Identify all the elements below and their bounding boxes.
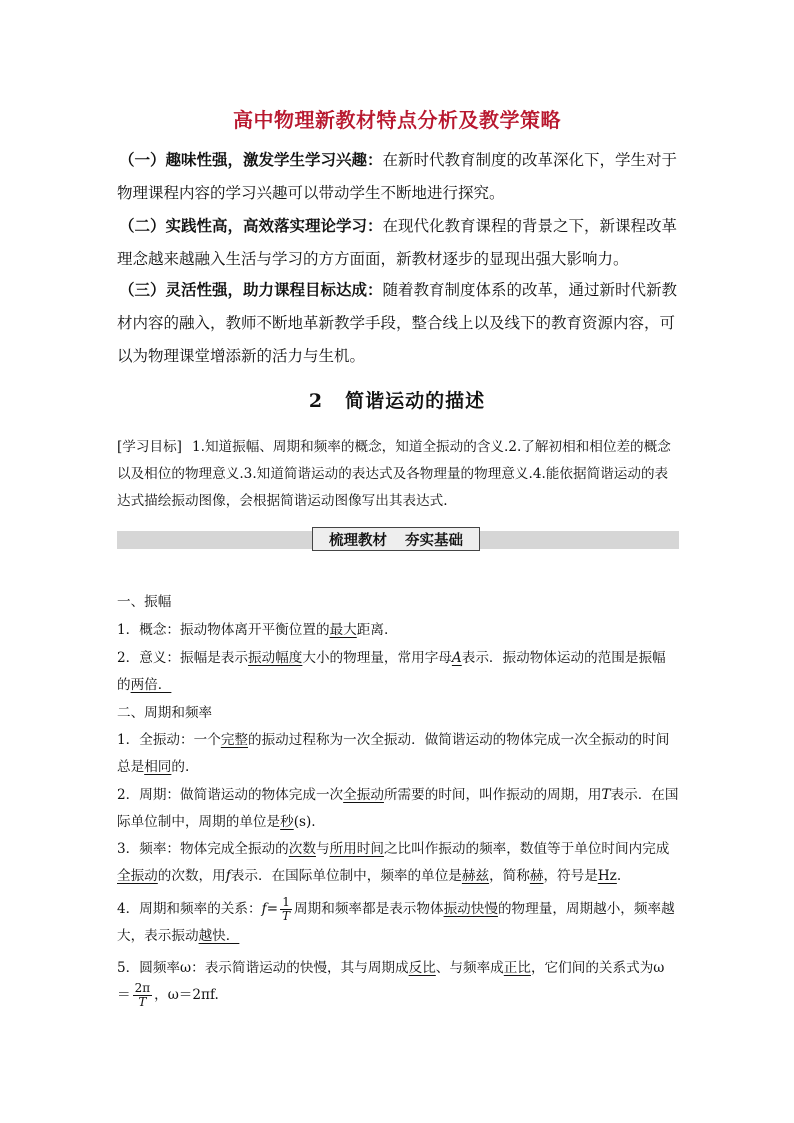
formula-fraction-omega: $\frac{2\pi}{T}$: [134, 981, 151, 1009]
feature-paragraph-1: [117, 143, 679, 210]
heading-period-frequency: 二、周期和频率: [117, 705, 213, 721]
learning-goals-text: 1.知道振幅、周期和频率的概念，知道全振动的含义.2.了解初相和相位差的概念以及相位的物理意义.3.知道简谐运动的表达式及各物理量的物理意义.4.能依据简谐运动的表达式描绘振动图像，会根据简谐运动图像写出其表达式.: [117, 439, 671, 509]
amplitude-item-2: 2．意义：振幅是表示振动幅度大小的物理量，常用字母A表示．振动物体运动的范围是振幅的两倍．: [117, 650, 666, 693]
feature-paragraph-3: [117, 273, 679, 373]
formula-fraction: $\frac{1}{T}$: [282, 895, 291, 923]
feature-heading-1: （一）趣味性强，激发学生学习兴趣：: [119, 150, 383, 169]
amplitude-item-1: 1．概念：振动物体离开平衡位置的最大距离.: [117, 622, 389, 638]
learning-goals: [117, 434, 679, 515]
section-number: 2: [308, 390, 324, 412]
feature-text-1: 在新时代教育制度的改革深化下，学生对于物理课程内容的学习兴趣可以带动学生不断地进行探究。: [117, 151, 678, 202]
section-title: [0, 386, 794, 413]
banner-box: [312, 527, 480, 551]
page-title: 高中物理新教材特点分析及教学策略: [233, 108, 561, 132]
feature-heading-2: （二）实践性高，高效落实理论学习：: [119, 216, 383, 235]
learning-goals-tag: [学习目标]: [117, 439, 182, 455]
feature-text-3: 随着教育制度体系的改革，通过新时代新教材内容的融入，教师不断地革新教学手段，整合线上以及线下的教育资源内容，可以为物理课堂增添新的活力与生机。: [117, 281, 678, 365]
banner-left: 梳理教材: [329, 532, 387, 549]
period-item-2: 2．周期：做简谐运动的物体完成一次全振动所需要的时间，叫作振动的周期，用T表示．在国际单位制中，周期的单位是秒(s).: [117, 787, 679, 830]
period-item-3: 3．频率：物体完成全振动的次数与所用时间之比叫作振动的频率，数值等于单位时间内完成全振动的次数，用f表示．在国际单位制中，频率的单位是赫兹，简称赫，符号是Hz.: [117, 841, 670, 884]
feature-text-2: 在现代化教育课程的背景之下，新课程改革理念越来越融入生活与学习的方方面面，新教材逐步的显现出强大影响力。: [117, 217, 678, 268]
feature-heading-3: （三）灵活性强，助力课程目标达成：: [119, 280, 383, 299]
heading-amplitude: 一、振幅: [117, 594, 172, 610]
banner-right: 夯实基础: [405, 532, 463, 549]
period-item-4: 4．周期和频率的关系：f= $\frac{1}{T}$ 周期和频率都是表示物体振动快慢的物理量，周期越小，频率越大，表示振动越快．: [117, 895, 675, 944]
period-item-5: 5．圆频率ω：表示简谐运动的快慢，其与周期成反比、与频率成正比，它们间的关系式为ω ＝ $\frac{2\pi}{T}$ ，ω＝2πf.: [117, 960, 665, 1009]
feature-paragraph-2: [117, 209, 679, 276]
period-item-1: 1．全振动：一个完整的振动过程称为一次全振动．做简谐运动的物体完成一次全振动的时间总是相同的.: [117, 732, 670, 775]
section-name: 简谐运动的描述: [345, 390, 486, 412]
